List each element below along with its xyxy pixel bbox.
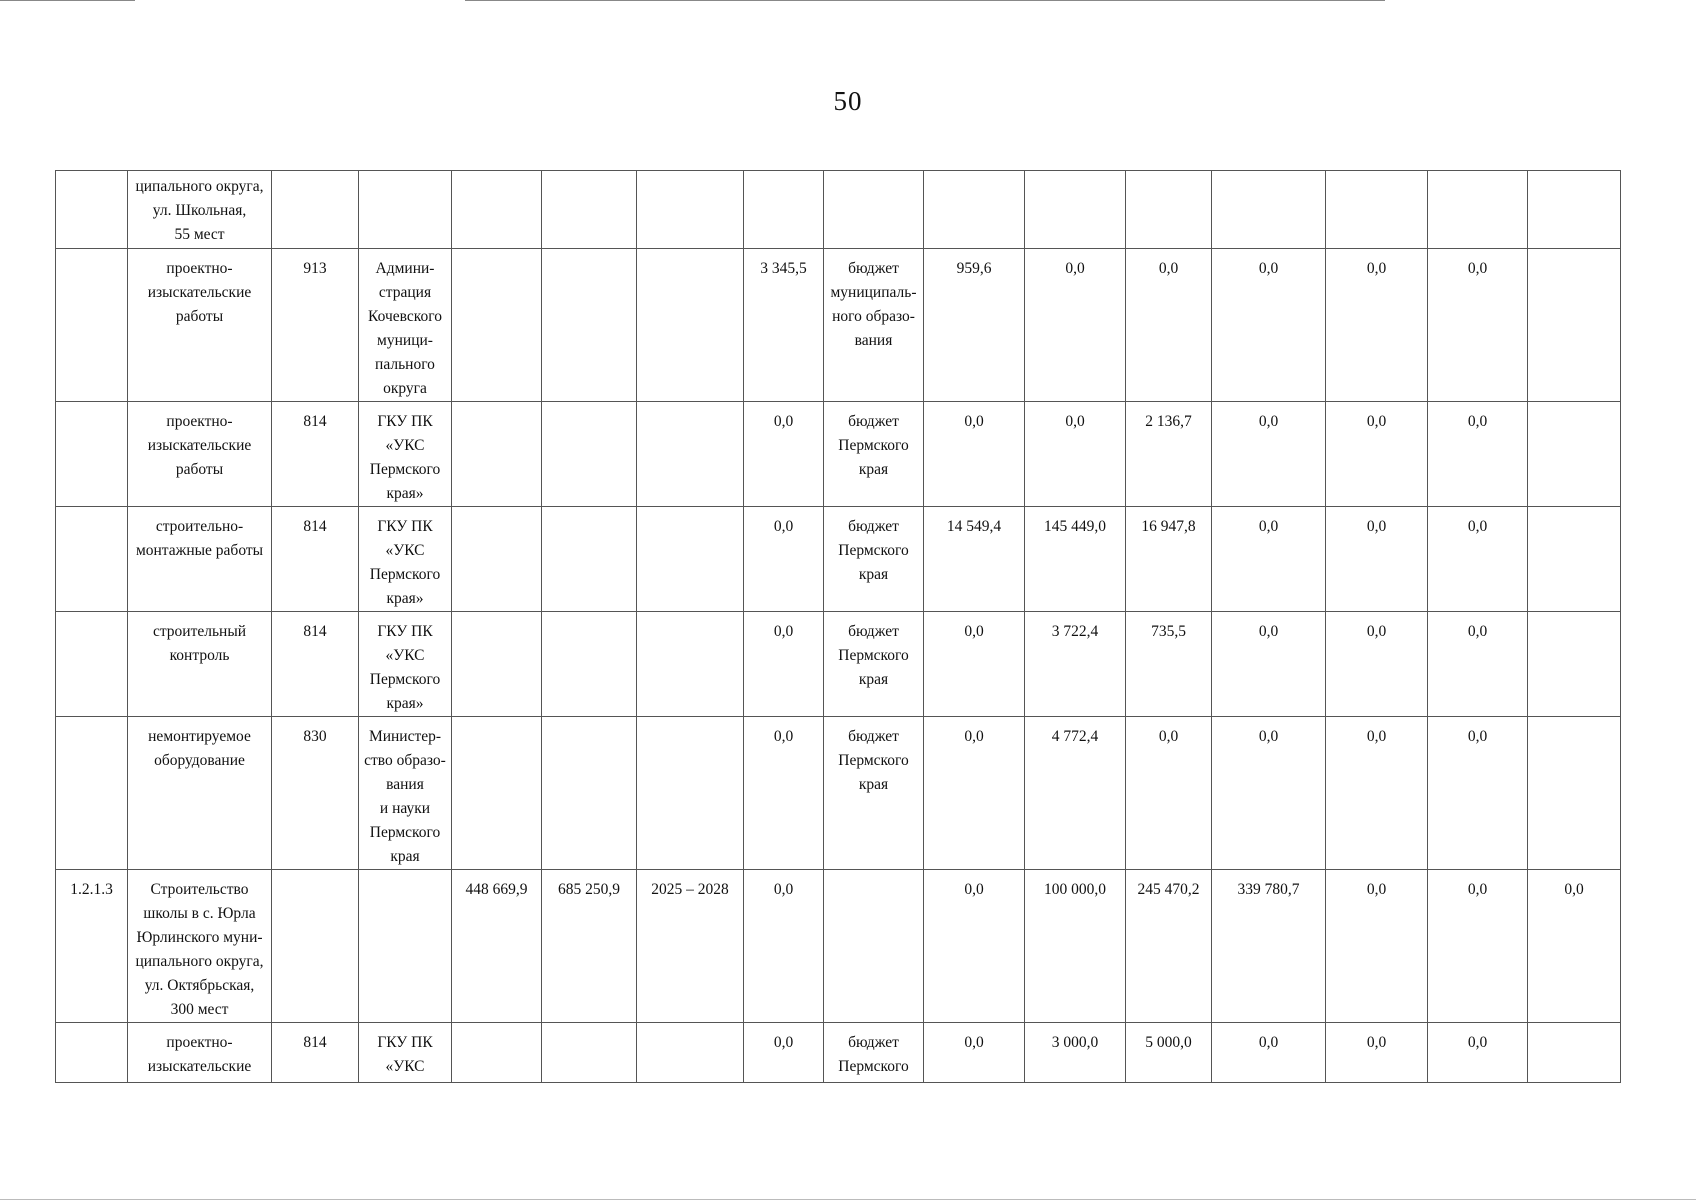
table-cell [637,717,744,870]
table-cell: 4 772,4 [1025,717,1126,870]
table-cell: 0,0 [1326,1023,1428,1083]
table-cell: 0,0 [744,507,824,612]
table-cell: 0,0 [1025,249,1126,402]
table-row [56,507,1621,612]
table-cell: бюджет Пермского [824,1023,924,1083]
table-cell: 814 [272,507,359,612]
table-cell [1326,171,1428,249]
table-cell: 100 000,0 [1025,870,1126,1023]
table-cell: 814 [272,1023,359,1083]
table-cell: 3 000,0 [1025,1023,1126,1083]
table-cell: ГКУ ПК «УКС [359,1023,452,1083]
table-cell: 0,0 [744,870,824,1023]
table-cell: 145 449,0 [1025,507,1126,612]
table-cell [1126,171,1212,249]
table-cell [272,171,359,249]
table-cell: 0,0 [1212,612,1326,717]
table-cell: Строительство школы в с. Юрла Юрлинского муни- ципального округа, ул. Октябрьская, 300 мест [128,870,272,1023]
table-cell: 0,0 [1326,402,1428,507]
table-cell [1528,612,1621,717]
table-cell: ГКУ ПК «УКС Пермского края» [359,507,452,612]
table-cell [1528,171,1621,249]
table-cell: 0,0 [1428,870,1528,1023]
table-cell [272,870,359,1023]
table-cell [1528,249,1621,402]
table-cell [56,171,128,249]
table-cell: 814 [272,402,359,507]
table-cell: 0,0 [1326,612,1428,717]
table-cell [637,507,744,612]
table-cell: 0,0 [924,717,1025,870]
table-cell [542,507,637,612]
budget-table [55,170,1621,1083]
table-cell [56,717,128,870]
table-cell [744,171,824,249]
table-cell [637,612,744,717]
table-cell: бюджет муниципаль- ного образо- вания [824,249,924,402]
table-cell: 2 136,7 [1126,402,1212,507]
table-cell: проектно- изыскательские работы [128,249,272,402]
page-number: 50 [833,86,863,116]
table-cell [1025,171,1126,249]
table-row [56,171,1621,249]
table-cell [56,402,128,507]
table-cell [542,249,637,402]
table-cell [359,870,452,1023]
table-cell [637,1023,744,1083]
table-cell [637,402,744,507]
table-cell: 0,0 [744,717,824,870]
table-cell: 0,0 [1212,507,1326,612]
table-cell: 3 722,4 [1025,612,1126,717]
table-cell: 0,0 [1428,717,1528,870]
table-cell: ципального округа, ул. Школьная, 55 мест [128,171,272,249]
table-cell: 2025 – 2028 [637,870,744,1023]
table-cell: 685 250,9 [542,870,637,1023]
table-cell [1212,171,1326,249]
table-cell: бюджет Пермского края [824,717,924,870]
table-cell [1428,171,1528,249]
table-cell: 5 000,0 [1126,1023,1212,1083]
table-cell [1528,507,1621,612]
table-row [56,870,1621,1023]
table-cell: 16 947,8 [1126,507,1212,612]
table-cell: 0,0 [1326,507,1428,612]
table-cell: 0,0 [924,612,1025,717]
table-cell: 1.2.1.3 [56,870,128,1023]
table-cell: 959,6 [924,249,1025,402]
table-cell: 0,0 [1025,402,1126,507]
table-cell: 0,0 [1126,717,1212,870]
table-cell: 0,0 [1428,402,1528,507]
table-cell: ГКУ ПК «УКС Пермского края» [359,402,452,507]
table-cell: Админи- страция Кочевского муници- пального округа [359,249,452,402]
table-cell: 0,0 [1212,402,1326,507]
table-cell: 0,0 [1428,1023,1528,1083]
table-cell: 245 470,2 [1126,870,1212,1023]
table-row [56,717,1621,870]
table-cell: строительный контроль [128,612,272,717]
table-cell: Министер- ство образо- вания и науки Пермского края [359,717,452,870]
table-cell [1528,1023,1621,1083]
table-body [56,171,1621,1083]
table-cell [56,507,128,612]
table-cell: 0,0 [1212,1023,1326,1083]
table-cell [56,612,128,717]
table-cell [542,402,637,507]
table-cell [542,171,637,249]
table-cell: немонтируемое оборудование [128,717,272,870]
table-cell [452,1023,542,1083]
table-cell: 830 [272,717,359,870]
table-row [56,402,1621,507]
table-cell: 0,0 [1326,870,1428,1023]
table-cell: 0,0 [1428,612,1528,717]
table-cell [542,717,637,870]
table-cell: 3 345,5 [744,249,824,402]
table-cell: 0,0 [744,1023,824,1083]
table-cell: 0,0 [1428,507,1528,612]
table-cell [924,171,1025,249]
table-cell: 448 669,9 [452,870,542,1023]
table-cell: проектно- изыскательские [128,1023,272,1083]
table-row [56,1023,1621,1083]
table-cell: 0,0 [744,402,824,507]
table-row [56,612,1621,717]
table-cell [56,1023,128,1083]
scan-edge [0,0,135,1]
table-cell: 0,0 [924,870,1025,1023]
table-cell [452,171,542,249]
table-cell [637,171,744,249]
table-cell: 0,0 [1326,717,1428,870]
table-cell [452,249,542,402]
table-cell: 0,0 [1212,717,1326,870]
table-cell [542,612,637,717]
table-cell [637,249,744,402]
table-cell: 0,0 [1126,249,1212,402]
table-cell [824,870,924,1023]
table-cell: строительно- монтажные работы [128,507,272,612]
table-cell: 0,0 [1326,249,1428,402]
table-cell [452,717,542,870]
table-cell [824,171,924,249]
table-cell: 735,5 [1126,612,1212,717]
table-cell: бюджет Пермского края [824,612,924,717]
table-cell [542,1023,637,1083]
table-cell: ГКУ ПК «УКС Пермского края» [359,612,452,717]
table-cell [452,612,542,717]
table-cell [56,249,128,402]
table-cell: 14 549,4 [924,507,1025,612]
table-cell: 0,0 [924,402,1025,507]
table-cell [1528,717,1621,870]
table-cell: 339 780,7 [1212,870,1326,1023]
table-cell: бюджет Пермского края [824,507,924,612]
table-cell [452,402,542,507]
table-cell: 0,0 [744,612,824,717]
table-cell [452,507,542,612]
table-cell: проектно- изыскательские работы [128,402,272,507]
table-cell: 0,0 [1528,870,1621,1023]
table-cell: 0,0 [1428,249,1528,402]
scan-edge [465,0,1385,1]
table-cell: 814 [272,612,359,717]
table-cell: 913 [272,249,359,402]
table-cell: 0,0 [924,1023,1025,1083]
table-row [56,249,1621,402]
table-cell: 0,0 [1212,249,1326,402]
table-cell [359,171,452,249]
table-cell: бюджет Пермского края [824,402,924,507]
table-cell [1528,402,1621,507]
